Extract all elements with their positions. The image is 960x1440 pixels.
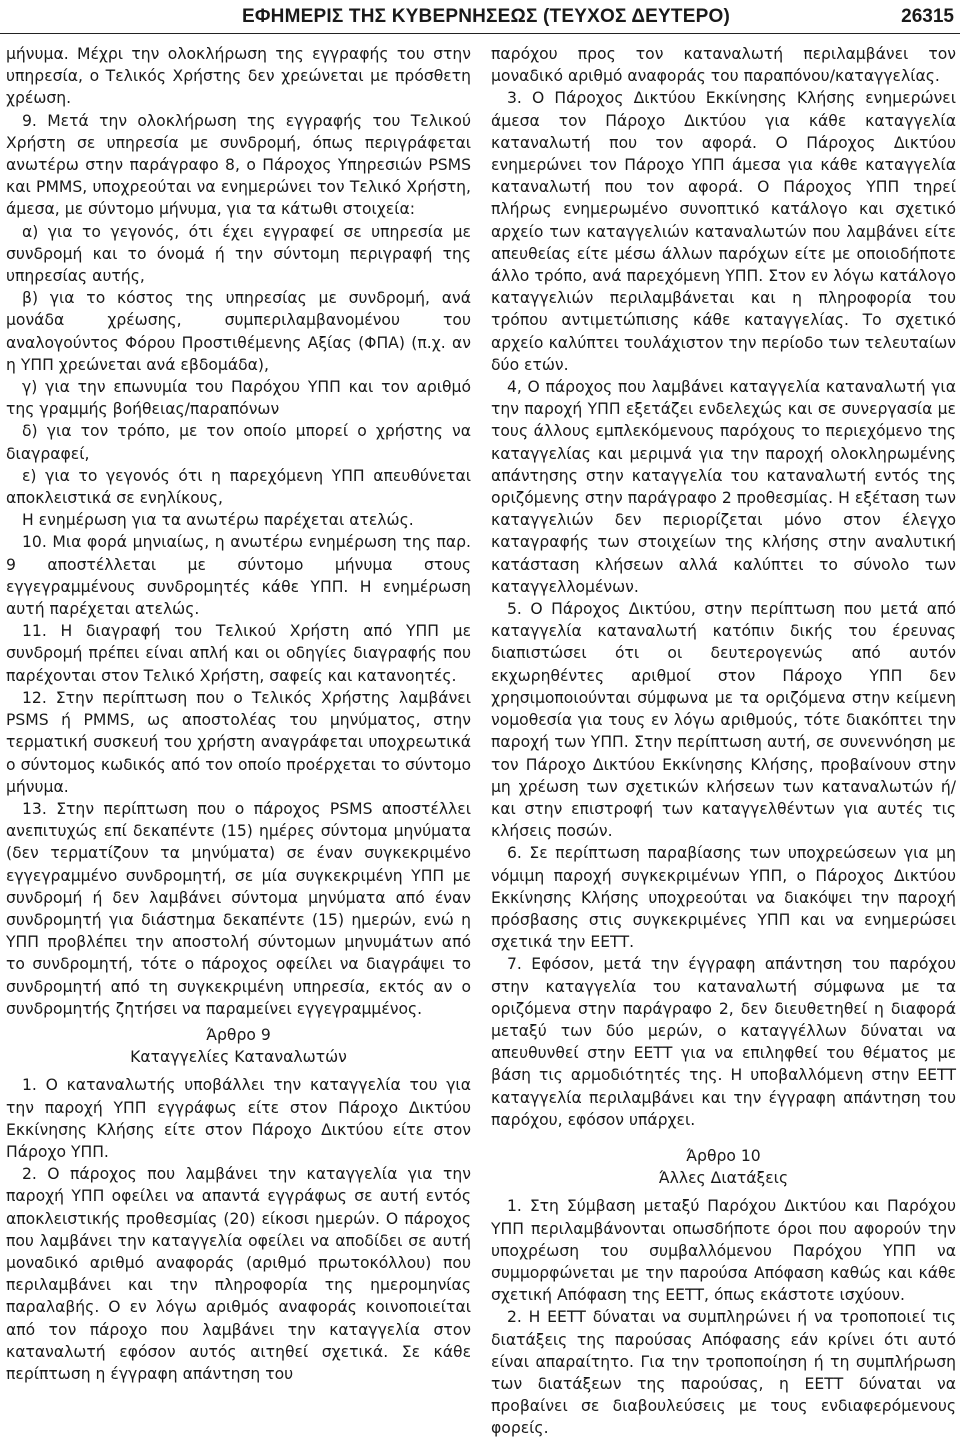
paragraph: 6. Σε περίπτωση παραβίασης των υποχρεώσεων για μη νόμιμη παροχή συγκεκριμένων ΥΠΠ, ο Πάροχος Δικτύου Εκκίνησης Κλήσης υποχρεούται να διακόψει την παροχή πρόσβασης στις συγκεκριμένες ΥΠΠ και να ενημερώσει σχετικά την ΕΕΤΤ. [491,844,956,952]
paragraph: β) για το κόστος της υπηρεσίας με συνδρομή, ανά μονάδα χρέωσης, συμπεριλαμβανομένου του αναλογούντος Φόρου Προστιθέμενης Αξίας (ΦΠΑ) (π.χ. αν η ΥΠΠ χρεώνεται ανά εβδομάδα), [6,289,471,374]
paragraph: γ) για την επωνυμία του Παρόχου ΥΠΠ και τον αριθμό της γραμμής βοήθειας/παραπόνων [6,378,471,419]
article-10-heading [491,1145,956,1189]
paragraph: 10. Μια φορά μηνιαίως, η ανωτέρω ενημέρωση της παρ. 9 αποστέλλεται με σύντομο μήνυμα στους εγγεγραμμένους συνδρομητές κάθε ΥΠΠ. Η ενημέρωση αυτή παρέχεται ατελώς. [6,533,471,619]
paragraph: 12. Στην περίπτωση που ο Τελικός Χρήστης λαμβάνει PSMS ή PMMS, ως αποστολέας του μηνύματος, στην τερματική συσκευή του χρήστη αναγράφεται υποχρεωτικά ο σύντομος κωδικός από τον οποίο προέρχεται το σύντομο μήνυμα. [6,688,471,796]
paragraph: 1. Στη Σύμβαση μεταξύ Παρόχου Δικτύου και Παρόχου ΥΠΠ περιλαμβάνονται οπωσδήποτε όροι που αφορούν την υποχρέωση του συμβαλλόμενου Παρόχου ΥΠΠ να συμμορφώνεται με την παρούσα Απόφαση καθώς και κάθε σχετική Απόφαση της ΕΕΤΤ, όπως εκάστοτε ισχύουν. [491,1197,956,1305]
paragraph: 5. Ο Πάροχος Δικτύου, στην περίπτωση που μετά από καταγγελία καταναλωτή κατόπιν δικής του έρευνας διαπιστώσει ότι οι δευτερογενώς από αυτόν εκχωρηθέντες αριθμοί στον Πάροχο ΥΠΠ δεν χρησιμοποιούνται σύμφωνα με τα οριζόμενα στην κείμενη νομοθεσία για τους εν λόγω αριθμούς, τότε διακόπτει την παροχή των ΥΠΠ. Στην περίπτωση αυτή, σε συνεννόηση με τον Πάροχο Δικτύου Εκκίνησης Κλήσης, προβαίνουν στην μη χρέωση των σχετικών κλήσεων των καταναλωτών ή/και στην επιστροφή των καταγγελθέντων για αυτές τις κλήσεις ποσών. [491,600,956,841]
paragraph: δ) για τον τρόπο, με τον οποίο μπορεί ο χρήστης να διαγραφεί, [6,422,471,463]
header-rule [0,33,960,34]
paragraph: 9. Μετά την ολοκλήρωση της εγγραφής του Τελικού Χρήστη σε υπηρεσία με συνδρομή, όπως περιγράφεται ανωτέρω στην παράγραφο 8, ο Πάροχος Υπηρεσιών PSMS και PMMS, υποχρεούται να ενημερώνει τον Τελικό Χρήστη, άμεσα, με σύντομο μήνυμα, για τα κάτωθι στοιχεία: [6,111,471,219]
page-header [0,0,960,36]
paragraph: 1. Ο καταναλωτής υποβάλλει την καταγγελία του για την παροχή ΥΠΠ εγγράφως είτε στον Πάροχο Δικτύου Εκκίνησης Κλήσης είτε στον Πάροχο Δικτύου είτε στον Πάροχο ΥΠΠ. [6,1076,471,1161]
paragraph: 2. Ο πάροχος που λαμβάνει την καταγγελία για την παροχή ΥΠΠ οφείλει να απαντά εγγράφως σε αυτή εντός αποκλειστικής προθεσμίας (20) είκοσι ημερών. Ο πάροχος που λαμβάνει την καταγγελία οφείλει να αποδίδει σε αυτή μοναδικό αριθμό αναφοράς (αριθμό πρωτοκόλλου) που περιλαμβάνει και την πληροφορία της ημερομηνίας παραλαβής. Ο εν λόγω αριθμός αναφοράς κοινοποιείται από τον πάροχο που λαμβάνει την καταγγελία στον καταναλωτή εφόσον αυτός αιτηθεί σχετικά. Σε κάθε περίπτωση η έγγραφη απάντηση του [6,1165,471,1383]
paragraph: παρόχου προς τον καταναλωτή περιλαμβάνει τον μοναδικό αριθμό αναφοράς του παραπόνου/καταγγελίας. [491,45,956,86]
paragraph: 7. Εφόσον, μετά την έγγραφη απάντηση του παρόχου στην καταγγελία του καταναλωτή σύμφωνα με τα οριζόμενα στην παράγραφο 2, δεν διευθετηθεί η διαφορά μεταξύ των δύο μερών, ο καταγγέλλων δύναται να απευθυνθεί στην ΕΕΤΤ για να επιληφθεί του θέματος με βάση τις αρμοδιότητές της. Η υποβαλλόμενη στην ΕΕΤΤ καταγγελία περιλαμβάνει και την έγγραφη απάντηση του παρόχου, εφόσον υπάρχει. [491,955,956,1129]
paragraph: Η ενημέρωση για τα ανωτέρω παρέχεται ατελώς. [22,511,414,530]
article-number: Άρθρο 10 [686,1146,761,1165]
paragraph: μήνυμα. Μέχρι την ολοκλήρωση της εγγραφής του στην υπηρεσία, ο Τελικός Χρήστης δεν χρεώνεται με πρόσθετη χρέωση. [6,45,471,108]
page-number: 26315 [901,6,954,27]
paragraph: ε) για το γεγονός ότι η παρεχόμενη ΥΠΠ απευθύνεται αποκλειστικά σε ενηλίκους, [6,466,471,508]
paragraph: 2. Η ΕΕΤΤ δύναται να συμπληρώνει ή να τροποποιεί τις διατάξεις της παρούσας Απόφασης εάν κρίνει ότι αυτό είναι απαραίτητο. Για την τροποποίηση ή τη συμπλήρωση των διατάξεων της παρούσας, η ΕΕΤΤ δύναται να προβαίνει σε διαβουλεύσεις με τους ενδιαφερόμενους φορείς. [491,1308,956,1438]
article-title: Άλλες Διατάξεις [658,1169,789,1188]
article-9-heading [6,1024,471,1068]
right-column [491,43,956,1440]
paragraph: 11. Η διαγραφή του Τελικού Χρήστη από ΥΠΠ με συνδρομή πρέπει είναι απλή και οι οδηγίες διαγραφής που παρέχονται στον Τελικό Χρήστη, σαφείς και κατανοητές. [6,622,471,685]
gazette-title: ΕΦΗΜΕΡΙΣ ΤΗΣ ΚΥΒΕΡΝΗΣΕΩΣ (ΤΕΥΧΟΣ ΔΕΥΤΕΡΟ) [242,6,730,27]
paragraph: 13. Στην περίπτωση που ο πάροχος PSMS αποστέλλει ανεπιτυχώς επί δεκαπέντε (15) ημέρες σύντομα μηνύματα (δεν τερματίζουν τα μηνύματα) σε έναν συγκεκριμένο εγγεγραμμένο συνδρομητή, σε μία συγκεκριμένη ΥΠΠ με συνδρομή ή δεν λαμβάνει σύντομα μηνύματα από έναν συνδρομητή για διάστημα δεκαπέντε (15) ημερών, ενώ η ΥΠΠ προβλέπει την αποστολή σύντομων μηνυμάτων από το συνδρομητή, τότε ο πάροχος οφείλει να διαγράψει το συνδρομητή από τη συγκεκριμένη υπηρεσία, εκτός αν ο συνδρομητής ζητήσει να παραμείνει εγγεγραμμένος. [6,799,471,1018]
article-title: Καταγγελίες Καταναλωτών [130,1048,347,1067]
paragraph: 3. Ο Πάροχος Δικτύου Εκκίνησης Κλήσης ενημερώνει άμεσα τον Πάροχο Δικτύου για κάθε καταγγελία καταναλωτή που τον αφορά. Ο Πάροχος Δικτύου ενημερώνει τον Πάροχο ΥΠΠ άμεσα για κάθε καταγγελία καταναλωτή που τον αφορά. Ο Πάροχος ΥΠΠ τηρεί πλήρως ενημερωμένο συνοπτικό κατάλογο και σχετικό αρχείο των καταγγελιών καταναλωτών που λαμβάνει είτε απευθείας είτε μέσω άλλων παρόχων είτε με οποιοδήποτε άλλο τρόπο, ανά παρεχόμενη ΥΠΠ. Στον εν λόγω κατάλογο καταγγελιών περιλαμβάνεται και η πληροφορία του τρόπου αντιμετώπισης κάθε καταγγελίας. Το σχετικό αρχείο καλύπτει τουλάχιστον την περίοδο των τελευταίων δύο ετών. [491,89,956,374]
paragraph: α) για το γεγονός, ότι έχει εγγραφεί σε υπηρεσία με συνδρομή και το όνομά ή την σύντομη περιγραφή της υπηρεσίας αυτής, [6,222,471,286]
left-column [6,43,471,1385]
article-number: Άρθρο 9 [206,1025,271,1044]
paragraph: 4, Ο πάροχος που λαμβάνει καταγγελία καταναλωτή για την παροχή ΥΠΠ εξετάζει ενδελεχώς και σε συνεργασία με τους άλλους εμπλεκόμενους παρόχους το περιεχόμενο της καταγγελίας και μεριμνά για την παροχή ολοκληρωμένης απάντησης στην καταγγελία του καταναλωτή εντός της οριζόμενης στην παράγραφο 2 προθεσμίας. Η εξέταση των καταγγελιών δεν περιορίζεται μόνο στον έλεγχο καταγραφής των στοιχείων της κλήσης στην αναλυτική κατάσταση κλήσεων αλλά καλύπτει το σύνολο των καταγγελλομένων. [491,378,956,596]
